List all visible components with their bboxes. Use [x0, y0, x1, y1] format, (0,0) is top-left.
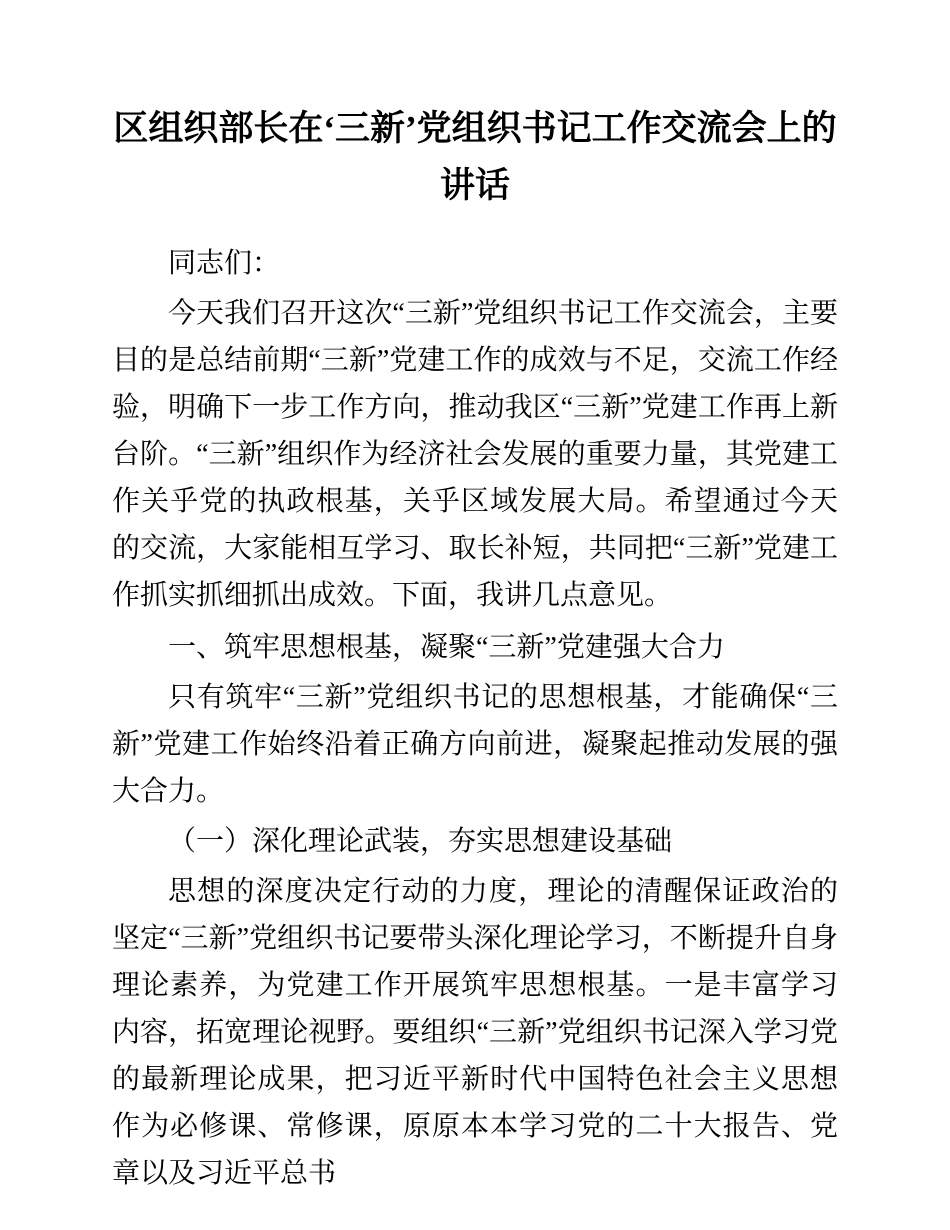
subsection-heading-one-one: （一）深化理论武装，夯实思想建设基础 — [168, 826, 673, 857]
paragraph-introduction: 今天我们召开这次“三新”党组织书记工作交流会，主要目的是总结前期“三新”党建工作的成效与不足，交流工作经验，明确下一步工作方向，推动我区“三新”党建工作再上新台阶。“三新”组织作为经济社会发展的重要力量，其党建工作关乎党的执政根基，关乎区域发展大局。希望通过今天的交流，大家能相互学习、取长补短，共同把“三新”党建工作抓实抓细抓出成效。下面，我讲几点意见。 — [112, 298, 838, 611]
paragraph-section-one-lead: 只有筑牢“三新”党组织书记的思想根基，才能确保“三新”党建工作始终沿着正确方向前进，凝聚起推动发展的强大合力。 — [112, 682, 838, 807]
paragraph-salutation: 同志们： — [168, 248, 281, 279]
paragraph-subsection-body: 思想的深度决定行动的力度，理论的清醒保证政治的坚定“三新”党组织书记要带头深化理论学习，不断提升自身理论素养，为党建工作开展筑牢思想根基。一是丰富学习内容，拓宽理论视野。要组织“三新”党组织书记深入学习党的最新理论成果，把习近平新时代中国特色社会主义思想作为必修课、常修课，原原本本学习党的二十大报告、党章以及习近平总书 — [112, 876, 838, 1189]
document-title: 区组织部长在‘三新’党组织书记工作交流会上的讲话 — [113, 109, 837, 205]
section-heading-one: 一、筑牢思想根基，凝聚“三新”党建强大合力 — [168, 632, 725, 663]
